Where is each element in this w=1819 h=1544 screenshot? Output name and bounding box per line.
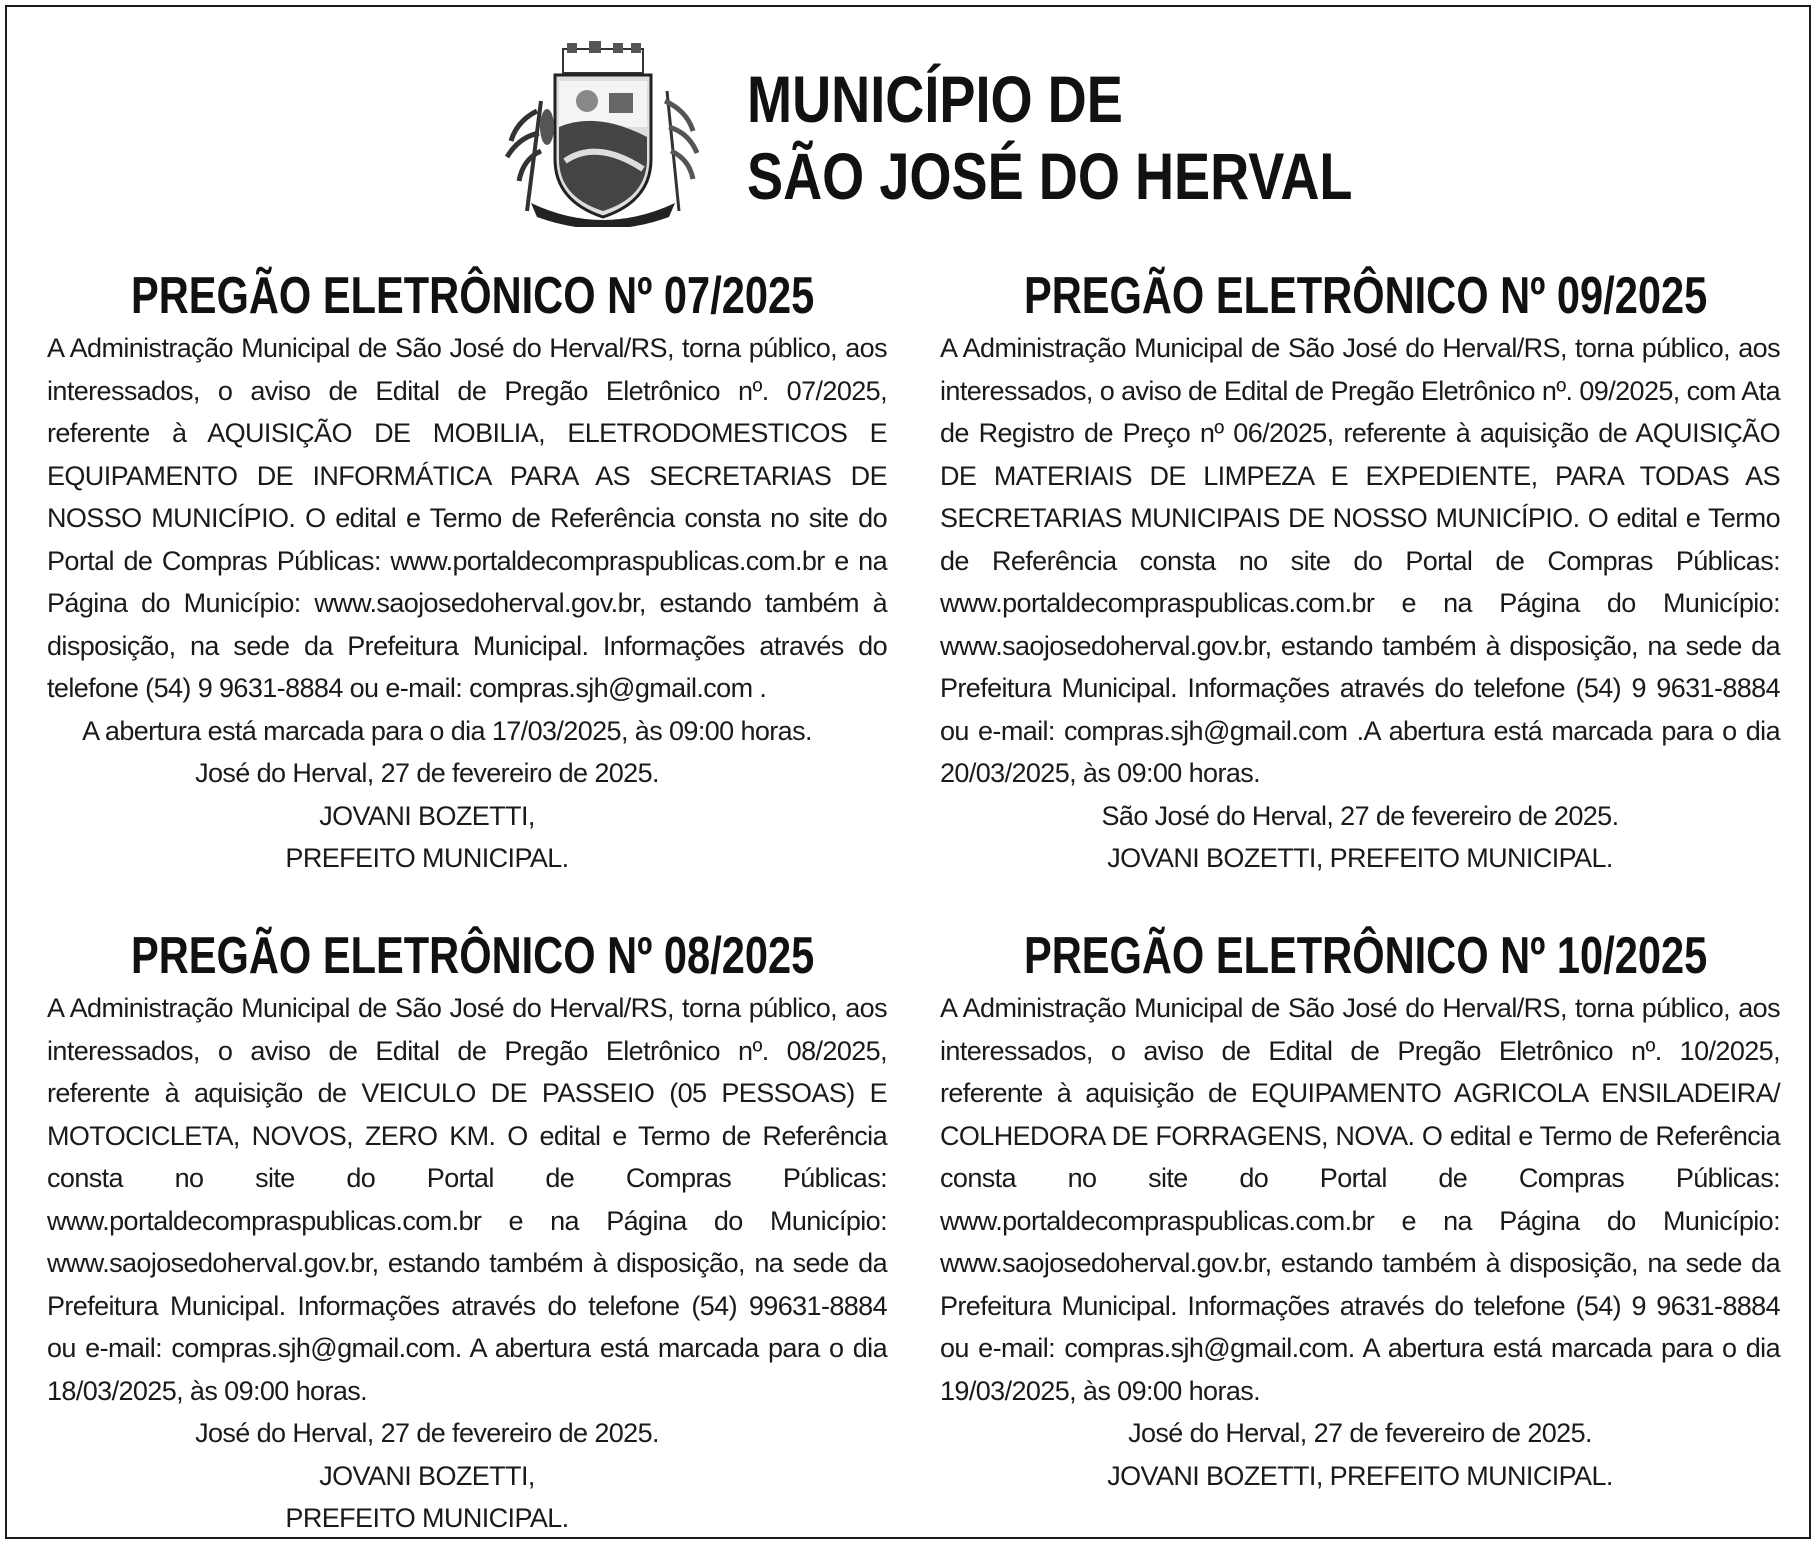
notice-role: PREFEITO MUNICIPAL.	[285, 1503, 569, 1533]
notice-date: São José do Herval, 27 de fevereiro de 2025.	[1101, 800, 1619, 831]
title-line-2: SÃO JOSÉ DO HERVAL	[747, 139, 1353, 213]
notice-role: PREFEITO MUNICIPAL.	[285, 843, 569, 873]
notice-date: José do Herval, 27 de fevereiro de 2025.	[195, 758, 659, 788]
notice-title: PREGÃO ELETRÔNICO Nº 09/2025	[1024, 267, 1708, 325]
notice-08-2025	[47, 927, 887, 1540]
page-title	[747, 61, 1352, 215]
notice-body: A Administração Municipal de São José do Herval/RS, torna público, aos interessados, o aviso de Edital de Pregão Eletrônico nº. 10/2025, referente à aquisição de EQUIPAMENTO AGRICOLA ENSILADEIRA/ COLHEDORA DE FORRAGENS, NOVA. O edital e Termo de Referência consta no site do Portal de Compras Públicas: www.portaldecompraspublicas.com.br e na Página do Município: www.saojosedoherval.gov.br, estando também à disposição, na sede da Prefeitura Municipal. Informações através do telefone (54) 9 9631-8884 ou e-mail: compras.sjh@gmail.com. A abertura está marcada para o dia 19/03/2025, às 09:00 horas.	[940, 993, 1780, 1406]
notice-body: A Administração Municipal de São José do Herval/RS, torna público, aos interessados, o aviso de Edital de Pregão Eletrônico nº. 08/2025, referente à aquisição de VEICULO DE PASSEIO (05 PESSOAS) E MOTOCICLETA, NOVOS, ZERO KM. O edital e Termo de Referência consta no site do Portal de Compras Públicas: www.portaldecompraspublicas.com.br e na Página do Município: www.saojosedoherval.gov.br, estando também à disposição, na sede da Prefeitura Municipal. Informações através do telefone (54) 99631-8884 ou e-mail: compras.sjh@gmail.com. A abertura está marcada para o dia 18/03/2025, às 09:00 horas.	[47, 993, 887, 1406]
notice-signer: JOVANI BOZETTI, PREFEITO MUNICIPAL.	[1107, 843, 1613, 873]
notice-signer: JOVANI BOZETTI,	[319, 1460, 535, 1491]
notice-09-2025	[940, 267, 1780, 880]
title-line-1: MUNICÍPIO DE	[747, 62, 1123, 136]
notice-date: José do Herval, 27 de fevereiro de 2025.	[195, 1418, 659, 1448]
notice-frame	[5, 5, 1811, 1539]
notice-signer: JOVANI BOZETTI,	[319, 800, 535, 831]
notice-body: A Administração Municipal de São José do Herval/RS, torna público, aos interessados, o aviso de Edital de Pregão Eletrônico nº. 09/2025, com Ata de Registro de Preço nº 06/2025, referente à aquisição de AQUISIÇÃO DE MATERIAIS DE LIMPEZA E EXPEDIENTE, PARA TODAS AS SECRETARIAS MUNICIPAIS DE NOSSO MUNICÍPIO. O edital e Termo de Referência consta no site do Portal de Compras Públicas: www.portaldecompraspublicas.com.br e na Página do Município: www.saojosedoherval.gov.br, estando também à disposição, na sede da Prefeitura Municipal. Informações através do telefone (54) 9 9631-8884 ou e-mail: compras.sjh@gmail.com .A abertura está marcada para o dia 20/03/2025, às 09:00 horas.	[940, 333, 1780, 788]
municipal-coat-of-arms-icon	[497, 41, 709, 227]
notice-date: José do Herval, 27 de fevereiro de 2025.	[1128, 1418, 1592, 1448]
notice-opening: A abertura está marcada para o dia 17/03/2025, às 09:00 horas.	[82, 715, 812, 746]
notice-10-2025	[940, 927, 1780, 1497]
notice-body: A Administração Municipal de São José do Herval/RS, torna público, aos interessados, o aviso de Edital de Pregão Eletrônico nº. 07/2025, referente à AQUISIÇÃO DE MOBILIA, ELETRODOMESTICOS E EQUIPAMENTO DE INFORMÁTICA PARA AS SECRETARIAS DE NOSSO MUNICÍPIO. O edital e Termo de Referência consta no site do Portal de Compras Públicas: www.portaldecompraspublicas.com.br e na Página do Município: www.saojosedoherval.gov.br, estando também à disposição, na sede da Prefeitura Municipal. Informações através do telefone (54) 9 9631-8884 ou e-mail: compras.sjh@gmail.com .	[47, 333, 887, 703]
notice-title: PREGÃO ELETRÔNICO Nº 08/2025	[131, 927, 815, 985]
notice-07-2025	[47, 267, 887, 880]
notice-signer: JOVANI BOZETTI, PREFEITO MUNICIPAL.	[1107, 1460, 1613, 1491]
notice-title: PREGÃO ELETRÔNICO Nº 07/2025	[131, 267, 815, 325]
page-header	[497, 41, 1357, 231]
notice-title: PREGÃO ELETRÔNICO Nº 10/2025	[1024, 927, 1708, 985]
